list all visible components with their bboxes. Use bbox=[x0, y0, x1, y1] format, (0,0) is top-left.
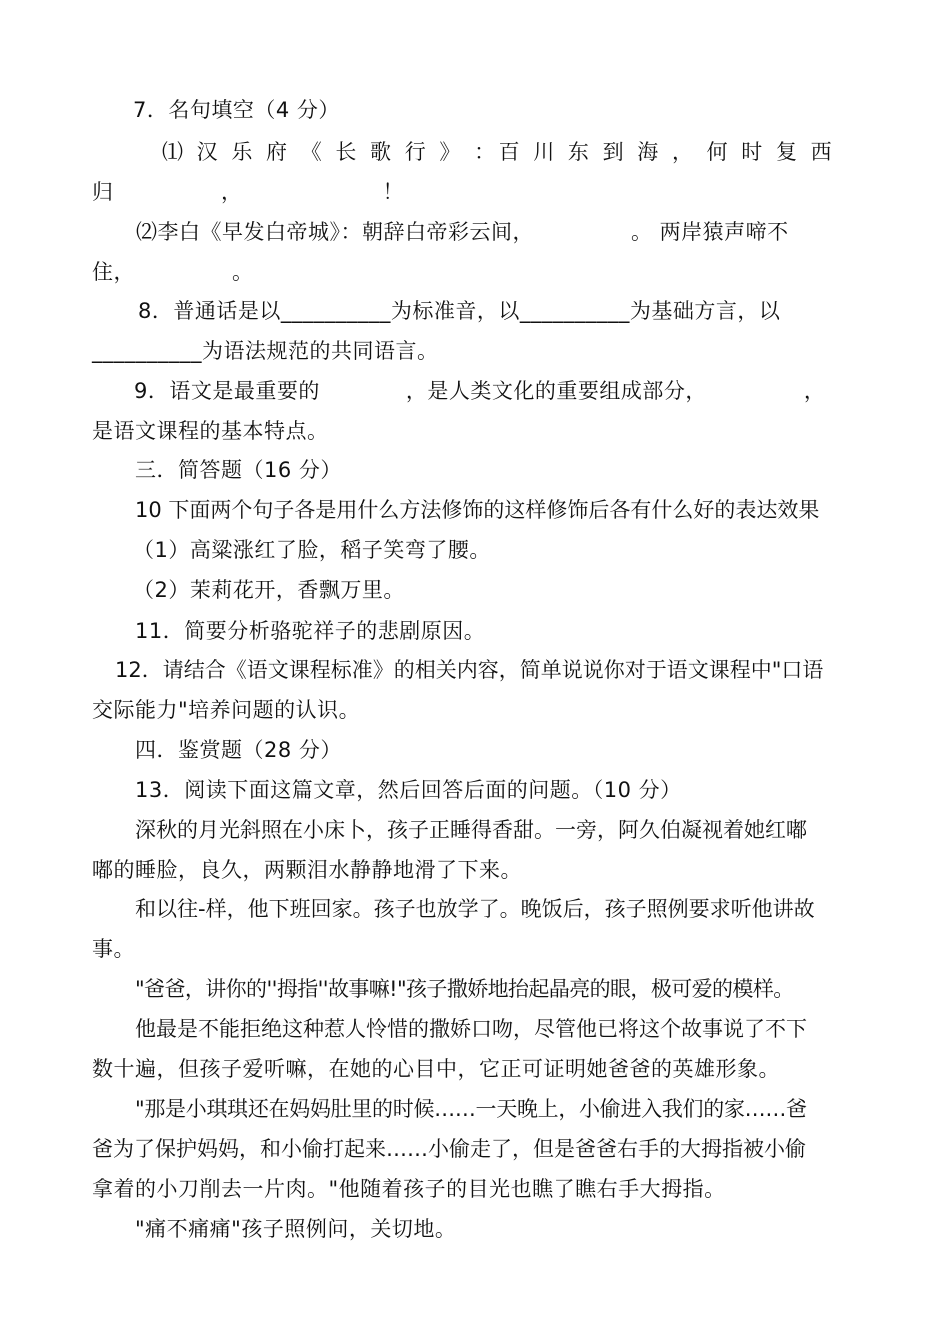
passage-paragraph-3: "爸爸，讲你的''拇指''故事嘛!"孩子撒娇地抬起晶亮的眼，极可爱的模样。 bbox=[135, 977, 794, 1001]
question-8-continued: __________为语法规范的共同语言。 bbox=[92, 339, 439, 363]
passage-paragraph-5-line-3: 拿着的小刀削去一片肉。"他随着孩子的目光也瞧了瞧右手大拇指。 bbox=[92, 1177, 726, 1201]
passage-paragraph-5-line-1: "那是小琪琪还在妈妈肚里的时候……一天晚上，小偷进入我们的家……爸 bbox=[135, 1097, 807, 1121]
question-7-item-2: ⑵李白《早发白帝城》：朝辞白帝彩云间， 。 两岸猿声啼不 bbox=[136, 220, 789, 244]
question-9: 9．语文是最重要的 ，是人类文化的重要组成部分， ， bbox=[134, 379, 826, 403]
passage-paragraph-4-line-2: 数十遍，但孩子爱听嘛，在她的心目中，它正可证明她爸爸的英雄形象。 bbox=[92, 1057, 780, 1081]
section-3-heading: 三．简答题（16 分） bbox=[135, 458, 342, 482]
question-10-sentence-1: （1）高粱涨红了脸，稻子笑弯了腰。 bbox=[133, 538, 491, 562]
question-7-item-1: ⑴ 汉 乐 府 《 长 歌 行 》 ：百 川 东 到 海 ， 何 时 复 西 bbox=[162, 140, 836, 164]
question-12-continued: 交际能力"培养问题的认识。 bbox=[92, 698, 361, 722]
passage-paragraph-2-line-2: 事。 bbox=[92, 937, 135, 961]
question-12: 12．请结合《语文课程标准》的相关内容，简单说说你对于语文课程中"口语 bbox=[115, 658, 824, 682]
question-11: 11．简要分析骆驼祥子的悲剧原因。 bbox=[135, 619, 486, 643]
passage-paragraph-1-line-1: 深秋的月光斜照在小床卜，孩子正睡得香甜。一旁，阿久伯凝视着她红嘟 bbox=[135, 818, 807, 842]
question-7-heading: 7．名句填空（4 分） bbox=[133, 98, 340, 122]
question-8: 8．普通话是以__________为标准音，以__________为基础方言，以 bbox=[138, 299, 781, 323]
passage-paragraph-2-line-1: 和以往-样，他下班回家。孩子也放学了。晚饭后，孩子照例要求听他讲故 bbox=[135, 897, 815, 921]
section-4-heading: 四．鉴赏题（28 分） bbox=[135, 738, 342, 762]
question-7-item-2-continued: 住， 。 bbox=[92, 260, 254, 284]
passage-paragraph-4-line-1: 他最是不能拒绝这种惹人怜惜的撒娇口吻，尽管他已将这个故事说了不下 bbox=[135, 1017, 807, 1041]
question-10: 10 下面两个句子各是用什么方法修饰的这样修饰后各有什么好的表达效果 bbox=[135, 498, 820, 522]
question-7-item-1-continued: 归 ， ！ bbox=[92, 180, 404, 204]
passage-paragraph-1-line-2: 嘟的睡脸，良久，两颗泪水静静地滑了下来。 bbox=[92, 858, 522, 882]
question-10-sentence-2: （2）茉莉花开，香飘万里。 bbox=[133, 578, 405, 602]
question-13: 13．阅读下面这篇文章，然后回答后面的问题。（10 分） bbox=[135, 778, 682, 802]
question-9-continued: 是语文课程的基本特点。 bbox=[92, 419, 329, 443]
passage-paragraph-6: "痛不痛痛"孩子照例问，关切地。 bbox=[135, 1217, 457, 1241]
passage-paragraph-5-line-2: 爸为了保护妈妈，和小偷打起来……小偷走了，但是爸爸右手的大拇指被小偷 bbox=[92, 1137, 806, 1161]
